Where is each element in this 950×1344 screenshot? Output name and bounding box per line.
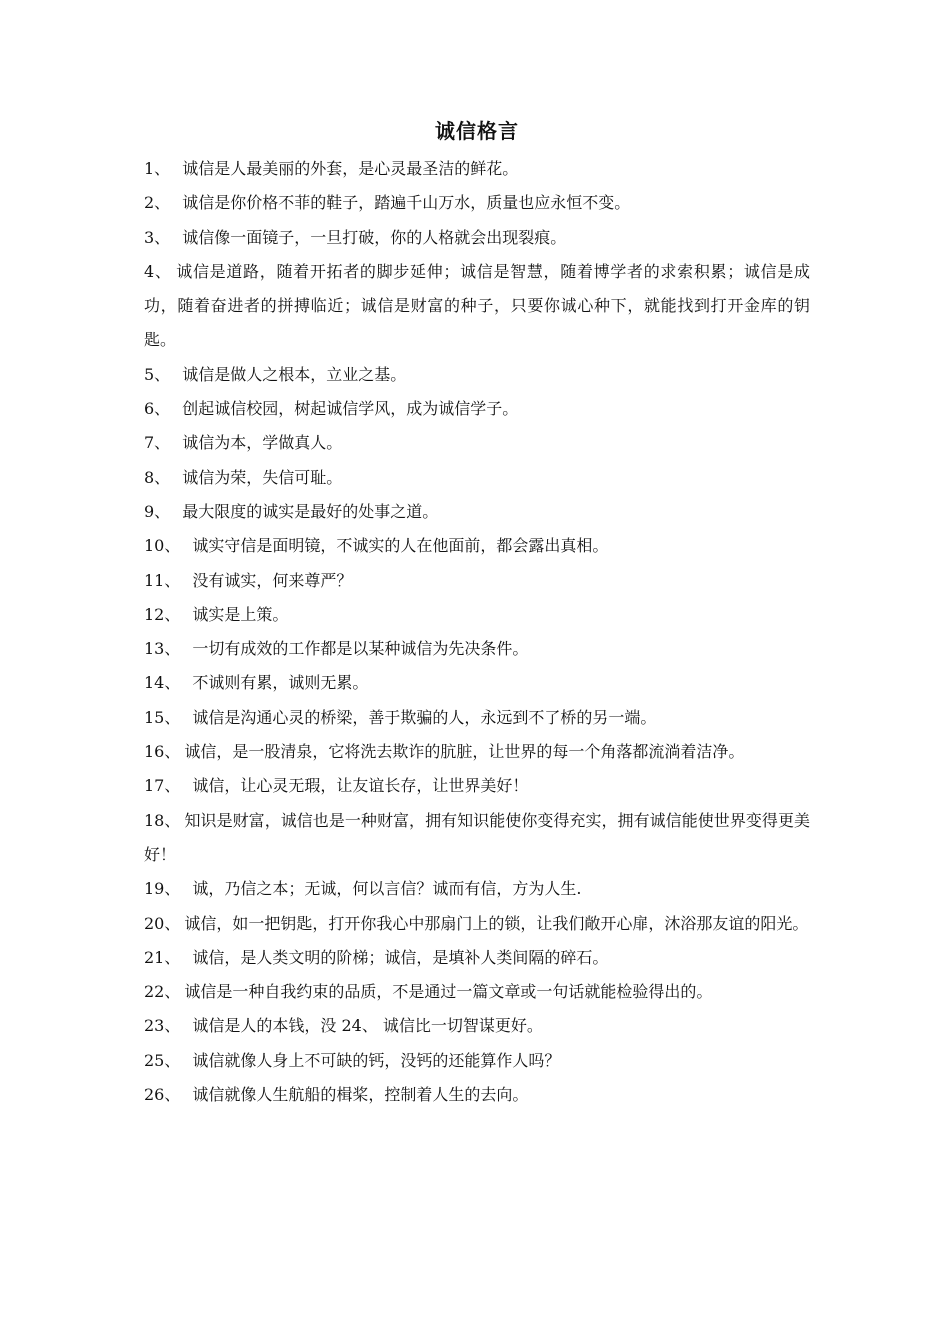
motto-item-21 — [144, 941, 810, 975]
motto-number: 2、 — [144, 193, 171, 213]
motto-number: 13、 — [144, 639, 181, 659]
motto-number: 6、 — [144, 399, 171, 419]
motto-text: 诚信是人最美丽的外套，是心灵最圣洁的鲜花。 — [182, 159, 519, 178]
motto-number: 25、 — [144, 1050, 181, 1070]
motto-text: 创起诚信校园，树起诚信学风，成为诚信学子。 — [182, 399, 519, 419]
motto-item-8 — [144, 461, 810, 495]
motto-item-12 — [144, 598, 810, 632]
motto-number: 9、 — [144, 501, 171, 521]
motto-item-9 — [144, 495, 810, 529]
motto-text: 诚信像一面镜子，一旦打破，你的人格就会出现裂痕。 — [182, 227, 567, 247]
motto-text: 诚信是沟通心灵的桥梁，善于欺骗的人，永远到不了桥的另一端。 — [192, 707, 657, 727]
motto-text: 诚信，让心灵无瑕，让友谊长存，让世界美好！ — [192, 776, 529, 796]
motto-number: 17、 — [144, 776, 181, 796]
motto-number: 12、 — [144, 604, 181, 624]
motto-text: 诚信是你价格不菲的鞋子，踏遍千山万水，质量也应永恒不变。 — [182, 193, 631, 213]
motto-number: 11、 — [144, 570, 181, 590]
motto-item-3 — [144, 221, 810, 255]
motto-text: 没有诚实，何来尊严？ — [192, 570, 353, 590]
motto-item-26 — [144, 1078, 810, 1112]
motto-item-19 — [144, 872, 810, 906]
motto-text: 不诚则有累，诚则无累。 — [192, 673, 369, 693]
motto-item-7 — [144, 426, 810, 460]
motto-number: 3、 — [144, 227, 171, 247]
motto-item-6 — [144, 392, 810, 426]
motto-number: 22、 — [144, 982, 181, 1002]
motto-text: 诚实守信是面明镜，不诚实的人在他面前，都会露出真相。 — [192, 536, 609, 556]
motto-text: 诚信，是人类文明的阶梯；诚信，是填补人类间隔的碎石。 — [192, 947, 609, 967]
motto-item-14 — [144, 666, 810, 700]
motto-text: 诚信为本，学做真人。 — [182, 433, 343, 453]
motto-number: 19、 — [144, 879, 181, 899]
motto-number: 20、 — [144, 913, 181, 933]
motto-number: 5、 — [144, 364, 171, 384]
motto-number: 7、 — [144, 433, 171, 453]
motto-text: 诚信，是一股清泉，它将洗去欺诈的肮脏，让世界的每一个角落都流淌着洁净。 — [184, 742, 745, 762]
motto-number: 23、 — [144, 1016, 181, 1036]
motto-item-15 — [144, 701, 810, 735]
motto-item-2 — [144, 186, 810, 220]
motto-number: 4、 — [144, 261, 172, 281]
motto-text: 诚信，如一把钥匙，打开你我心中那扇门上的锁，让我们敞开心扉，沐浴那友谊的阳光。 — [184, 913, 809, 933]
motto-number: 16、 — [144, 742, 181, 762]
motto-number: 21、 — [144, 947, 181, 967]
motto-number: 15、 — [144, 707, 181, 727]
motto-text: 最大限度的诚实是最好的处事之道。 — [182, 501, 439, 521]
motto-number: 8、 — [144, 467, 171, 487]
motto-text: 诚信是一种自我约束的品质，不是通过一篇文章或一句话就能检验得出的。 — [184, 982, 713, 1002]
motto-item-18 — [144, 804, 810, 873]
motto-item-17 — [144, 769, 810, 803]
motto-item-20 — [144, 907, 810, 941]
motto-text: 诚信就像人生航船的楫桨，控制着人生的去向。 — [192, 1085, 529, 1105]
motto-text: 一切有成效的工作都是以某种诚信为先决条件。 — [192, 639, 529, 659]
motto-item-23 — [144, 1009, 810, 1043]
motto-item-4 — [144, 255, 810, 358]
motto-text: 诚实是上策。 — [192, 604, 289, 624]
motto-number: 10、 — [144, 536, 181, 556]
motto-text: 诚信是做人之根本，立业之基。 — [182, 364, 407, 384]
motto-item-10 — [144, 529, 810, 563]
motto-text: 诚信是人的本钱，没 24、 诚信比一切智谋更好。 — [192, 1016, 543, 1036]
motto-item-22 — [144, 975, 810, 1009]
motto-text: 诚信为荣，失信可耻。 — [182, 467, 343, 487]
motto-item-13 — [144, 632, 810, 666]
motto-text: 诚，乃信之本；无诚，何以言信？诚而有信，方为人生. — [192, 879, 582, 899]
motto-item-16 — [144, 735, 810, 769]
motto-item-1 — [144, 152, 810, 186]
motto-text: 诚信就像人身上不可缺的钙，没钙的还能算作人吗？ — [192, 1050, 561, 1070]
motto-list — [144, 152, 810, 1112]
motto-number: 18、 — [144, 810, 181, 830]
motto-text: 知识是财富，诚信也是一种财富，拥有知识能使你变得充实，拥有诚信能使世界变得更美好！ — [144, 810, 810, 864]
motto-text: 诚信是道路，随着开拓者的脚步延伸；诚信是智慧，随着博学者的求索积累；诚信是成功，随着奋进者的拼搏临近；诚信是财富的种子，只要你诚心种下，就能找到打开金库的钥匙。 — [144, 261, 810, 350]
motto-number: 26、 — [144, 1085, 181, 1105]
motto-number: 14、 — [144, 673, 181, 693]
motto-item-11 — [144, 564, 810, 598]
document-title: 诚信格言 — [435, 119, 519, 143]
motto-item-25 — [144, 1044, 810, 1078]
motto-item-5 — [144, 358, 810, 392]
motto-number: 1、 — [144, 159, 171, 178]
